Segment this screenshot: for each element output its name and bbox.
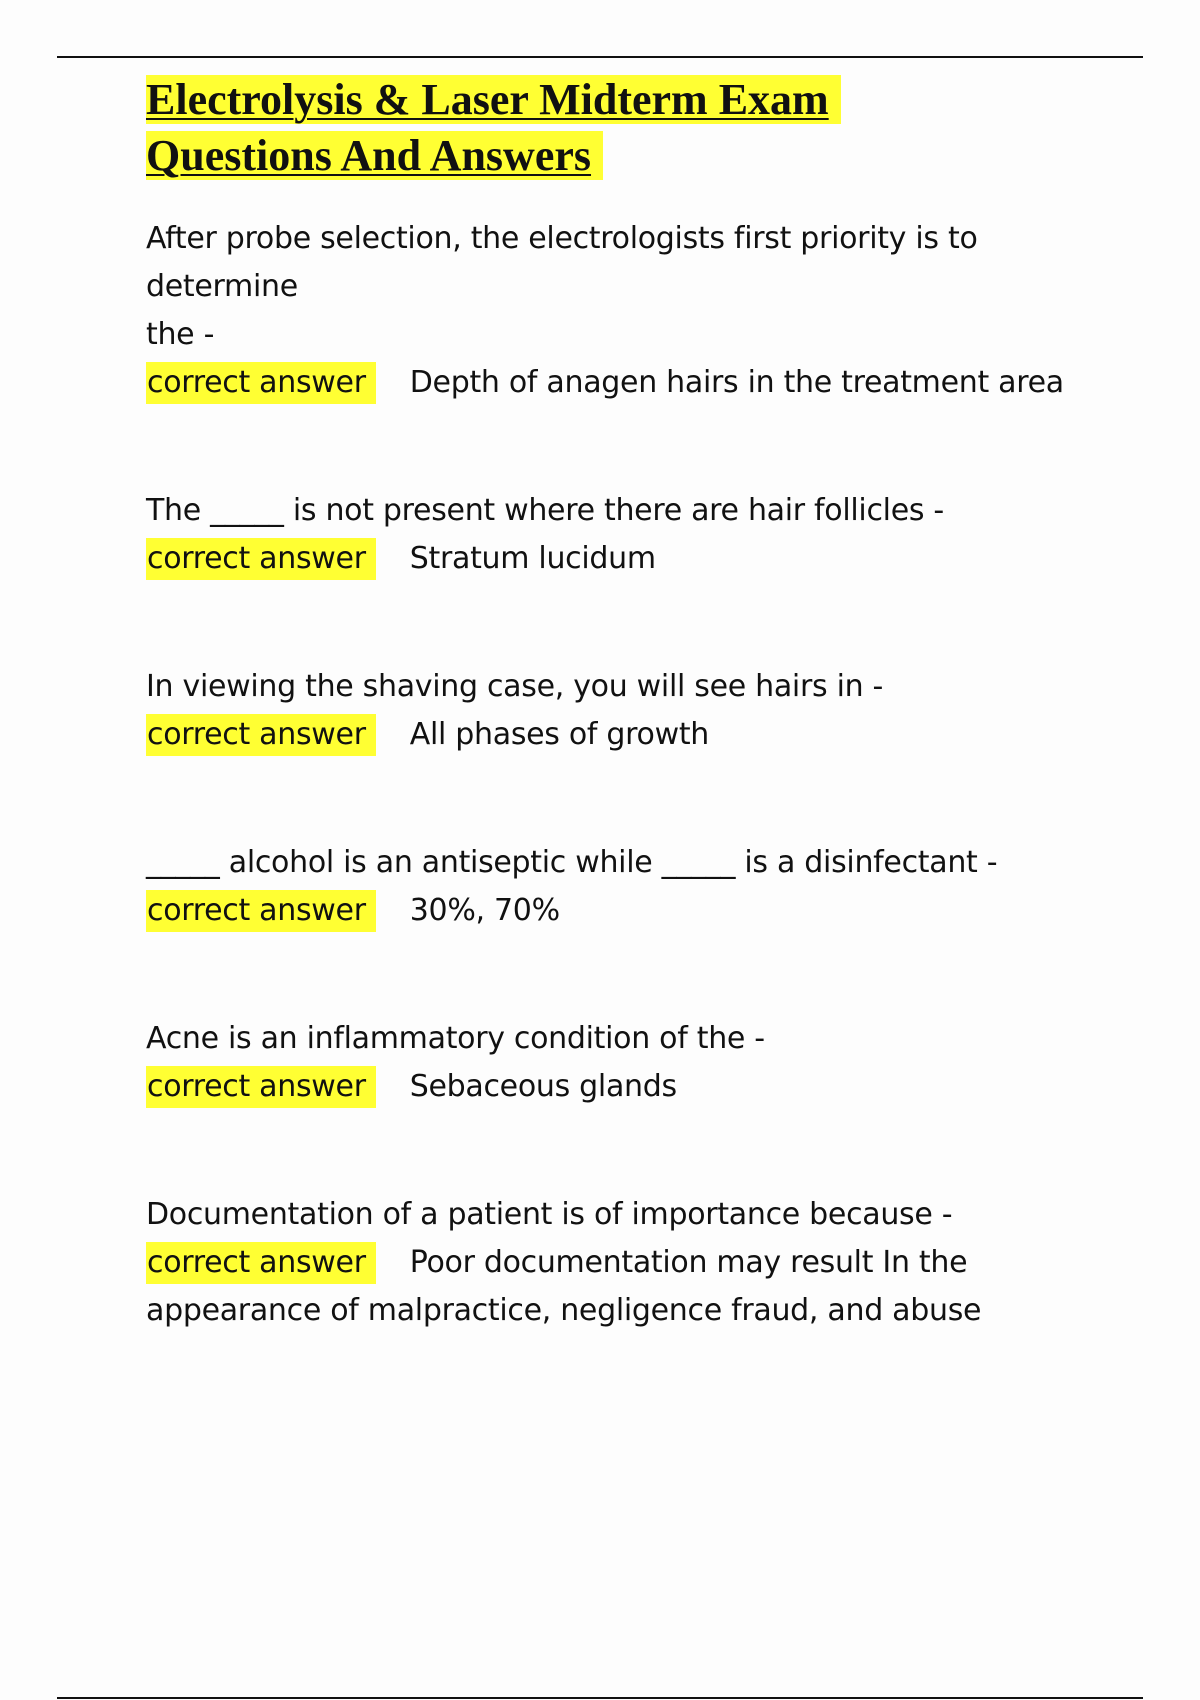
qa-item-3 [146,663,1096,759]
bottom-rule [57,1697,1143,1699]
answer-line [146,887,1096,935]
correct-answer-label: correct answer [146,1242,376,1284]
question-line: After probe selection, the electrologists first priority is to determine [146,221,978,304]
qa-item-1 [146,215,1096,407]
answer-text: Depth of anagen hairs in the treatment area [409,365,1064,400]
answer-text: 30%, 70% [409,893,560,928]
answer-text: Poor documentation may result In the [409,1245,968,1280]
qa-item-5 [146,1015,1096,1111]
question-text: Acne is an inflammatory condition of the - [146,1021,765,1056]
title-line-1: Electrolysis & Laser Midterm Exam [146,75,841,124]
question-text: In viewing the shaving case, you will see hairs in - [146,669,884,704]
correct-answer-label: correct answer [146,538,376,580]
title-line-2: Questions And Answers [146,131,603,180]
answer-text: Stratum lucidum [409,541,656,576]
answer-text: All phases of growth [409,717,710,752]
qa-item-6 [146,1191,1096,1335]
question-line: the - [146,317,215,352]
correct-answer-label: correct answer [146,362,376,404]
answer-line [146,359,1096,407]
correct-answer-label: correct answer [146,714,376,756]
answer-line [146,1063,1096,1111]
document-body [146,72,1096,1335]
answer-line [146,535,1096,583]
correct-answer-label: correct answer [146,890,376,932]
answer-line [146,711,1096,759]
question-text: The _____ is not present where there are hair follicles - [146,493,944,528]
question-text: Documentation of a patient is of importance because - [146,1197,953,1232]
answer-text: Sebaceous glands [409,1069,677,1104]
answer-text-continued: appearance of malpractice, negligence fraud, and abuse [146,1293,982,1328]
qa-item-4 [146,839,1096,935]
answer-line [146,1239,1096,1335]
question-text: _____ alcohol is an antiseptic while _____ is a disinfectant - [146,845,998,880]
question-text [146,215,1096,359]
top-rule [57,56,1143,58]
qa-item-2 [146,487,1096,583]
document-title [146,72,1096,184]
correct-answer-label: correct answer [146,1066,376,1108]
